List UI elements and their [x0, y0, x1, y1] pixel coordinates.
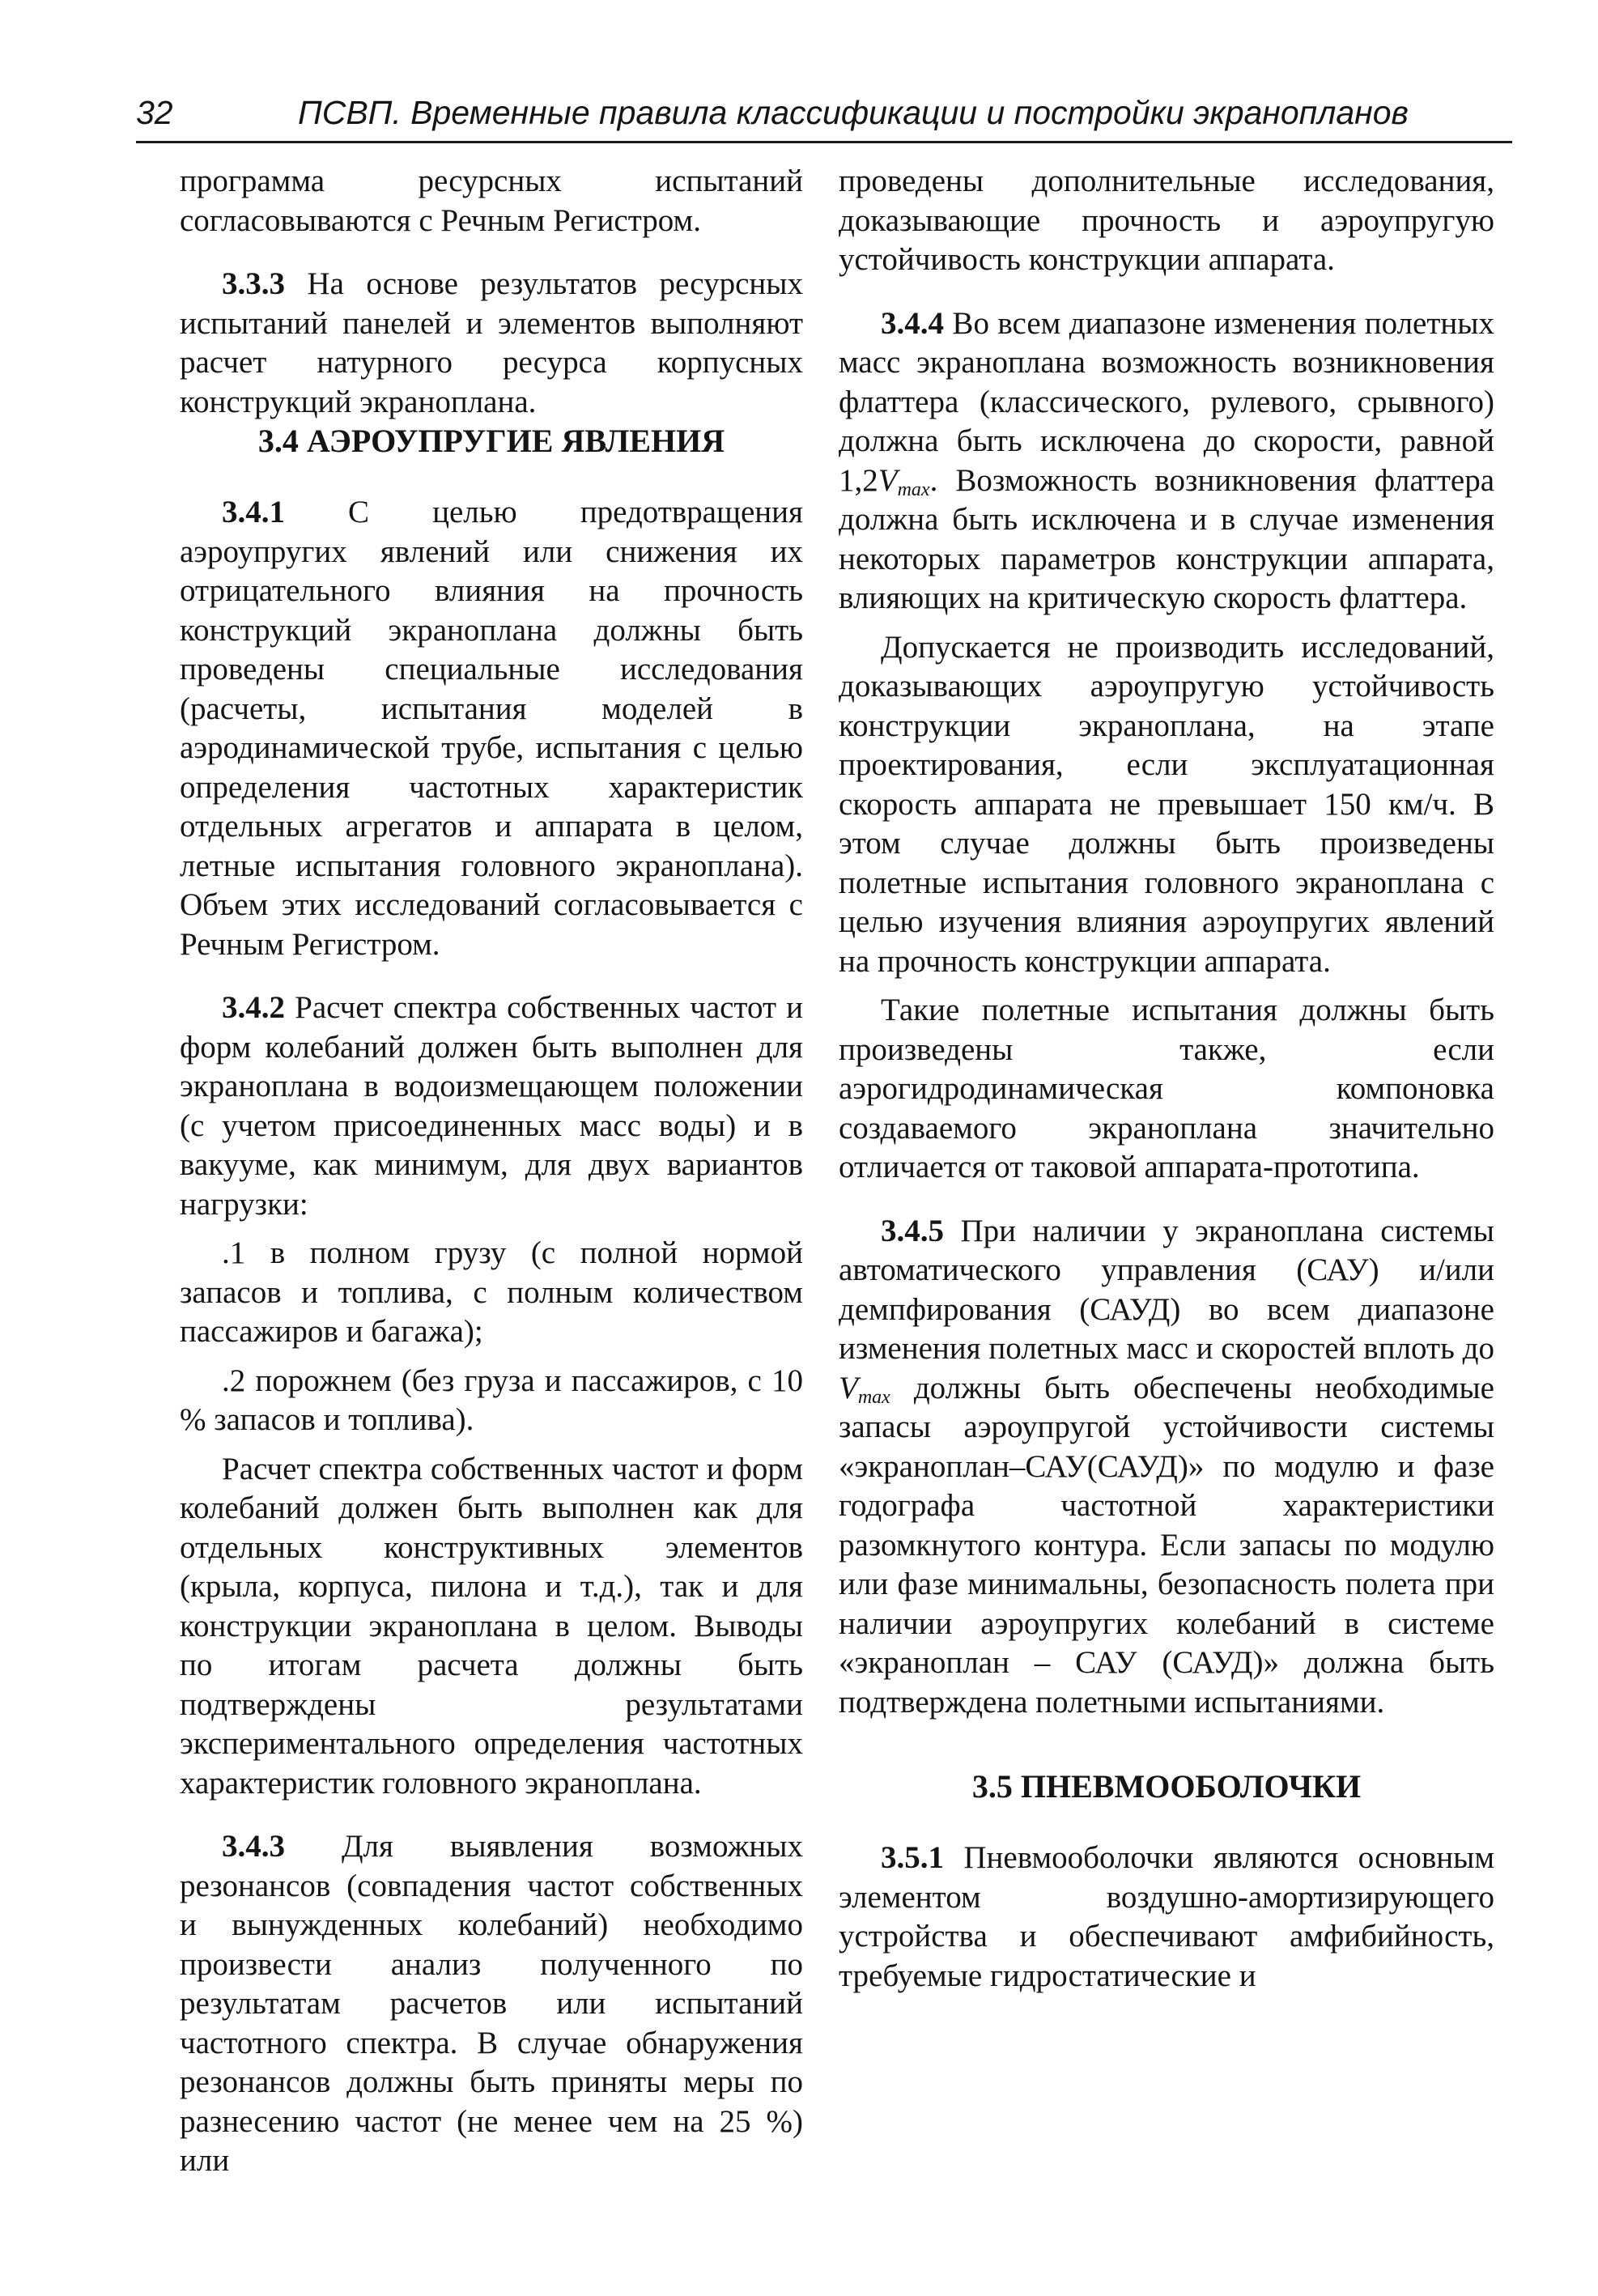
- clause-number: 3.4.2: [222, 990, 285, 1025]
- clause-number: 3.4.1: [222, 495, 285, 529]
- section-heading-3-5: 3.5 ПНЕВМООБОЛОЧКИ: [971, 1768, 1362, 1805]
- running-title: ПСВП. Временные правила классификации и постройки экранопланов: [298, 94, 1409, 131]
- clause-number: 3.4.5: [881, 1213, 944, 1248]
- list-item-1: .1 в полном грузу (с полной нормой запасов и топлива, с полным количеством пассажиров и багажа);: [180, 1235, 803, 1349]
- paragraph-3-4-2: 3.4.2 Расчет спектра собственных частот и форм колебаний должен быть выполнен для экраноплана в водоизмещающем положении (с учетом присоединенных масс воды) и в вакууме, как минимум, для двух вариантов нагрузки:: [180, 990, 803, 1222]
- clause-number: 3.5.1: [881, 1840, 944, 1875]
- v-max-symbol: $V_{max}$: [839, 1370, 890, 1408]
- clause-number: 3.4.4: [881, 305, 944, 341]
- paragraph-3-5-1: 3.5.1 Пневмооболочки являются основным элементом воздушно-амортизирующего устройства и обеспечивают амфибийность, требуемые гидростатические и: [839, 1840, 1494, 1993]
- v-max-symbol: $V_{max}$: [878, 462, 930, 500]
- paragraph-3-3-3: 3.3.3 На основе результатов ресурсных испытаний панелей и элементов выполняют расчет натурного ресурса корпусных конструкций экраноплана.: [180, 266, 803, 419]
- paragraph-3-4-4: 3.4.4 Во всем диапазоне изменения полетных масс экраноплана возможность возникновения флаттера (классического, рулевого, срывного) должна быть исключена до скорости, равной $1,2V_{max}$. Возможность возникновения флаттера должна быть исключена и в случае изменения некоторых параметров конструкции аппарата, влияющих на критическую скорость флаттера.: [839, 305, 1494, 615]
- page-number: 32: [136, 94, 173, 131]
- paragraph-continuation: программа ресурсных испытаний согласовываются с Речным Регистром.: [180, 164, 803, 238]
- clause-number: 3.4.3: [222, 1829, 285, 1864]
- list-item-2: .2 порожнем (без груза и пассажиров, с 10 % запасов и топлива).: [180, 1363, 803, 1437]
- list-number: .1: [222, 1235, 246, 1270]
- paragraph-3-4-3: 3.4.3 Для выявления возможных резонансов (совпадения частот собственных и вынужденных колебаний) необходимо произвести анализ полученного по результатам расчетов или испытаний частотного спектра. В случае обнаружения резонансов должны быть приняты меры по разнесению частот (не менее чем на 25 %) или: [180, 1829, 803, 2178]
- paragraph-3-4-4-b: Допускается не производить исследований, доказывающих аэроупругую устойчивость конструкции экраноплана, на этапе проектирования, если эксплуатационная скорость аппарата не превышает 150 км/ч. В этом случае должны быть произведены полетные испытания головного экраноплана с целью изучения влияния аэроупругих явлений на прочность конструкции аппарата.: [839, 629, 1494, 979]
- section-heading-3-4: 3.4 АЭРОУПРУГИЕ ЯВЛЕНИЯ: [257, 423, 725, 459]
- paragraph-3-4-5: 3.4.5 При наличии у экраноплана системы автоматического управления (САУ) и/или демпфирования (САУД) во всем диапазоне изменения полетных масс и скоростей вплоть до $V_{max}$ должны быть обеспечены необходимые запасы аэроупругой устойчивости системы «экраноплан–САУ(САУД)» по модулю и фазе годографа частотной характеристики разомкнутого контура. Если запасы по модулю или фазе минимальны, безопасность полета при наличии аэроупругих колебаний в системе «экраноплан – САУ (САУД)» должна быть подтверждена полетными испытаниями.: [839, 1213, 1494, 1720]
- paragraph-3-4-1: 3.4.1 С целью предотвращения аэроупругих явлений или снижения их отрицательного влияния на прочность конструкций экраноплана должны быть проведены специальные исследования (расчеты, испытания моделей в аэродинамической трубе, испытания с целью определения частотных характеристик отдельных агрегатов и аппарата в целом, летные испытания головного экраноплана). Объем этих исследований согласовывается с Речным Регистром.: [180, 495, 803, 962]
- right-column: [839, 162, 1494, 1996]
- paragraph-3-4-3-continuation: проведены дополнительные исследования, доказывающие прочность и аэроупругую устойчивость конструкции аппарата.: [839, 164, 1494, 277]
- clause-number: 3.3.3: [222, 266, 285, 301]
- list-number: .2: [222, 1363, 246, 1398]
- page-header: [136, 91, 1512, 143]
- left-column: [180, 162, 803, 2181]
- paragraph-3-4-2-b: Расчет спектра собственных частот и форм колебаний должен быть выполнен как для отдельных конструктивных элементов (крыла, корпуса, пилона и т.д.), так и для конструкции экраноплана в целом. Выводы по итогам расчета должны быть подтверждены результатами экспериментального определения частотных характеристик головного экраноплана.: [180, 1451, 803, 1801]
- paragraph-3-4-4-c: Такие полетные испытания должны быть произведены также, если аэрогидродинамическая компоновка создаваемого экраноплана значительно отличается от таковой аппарата-прототипа.: [839, 993, 1494, 1184]
